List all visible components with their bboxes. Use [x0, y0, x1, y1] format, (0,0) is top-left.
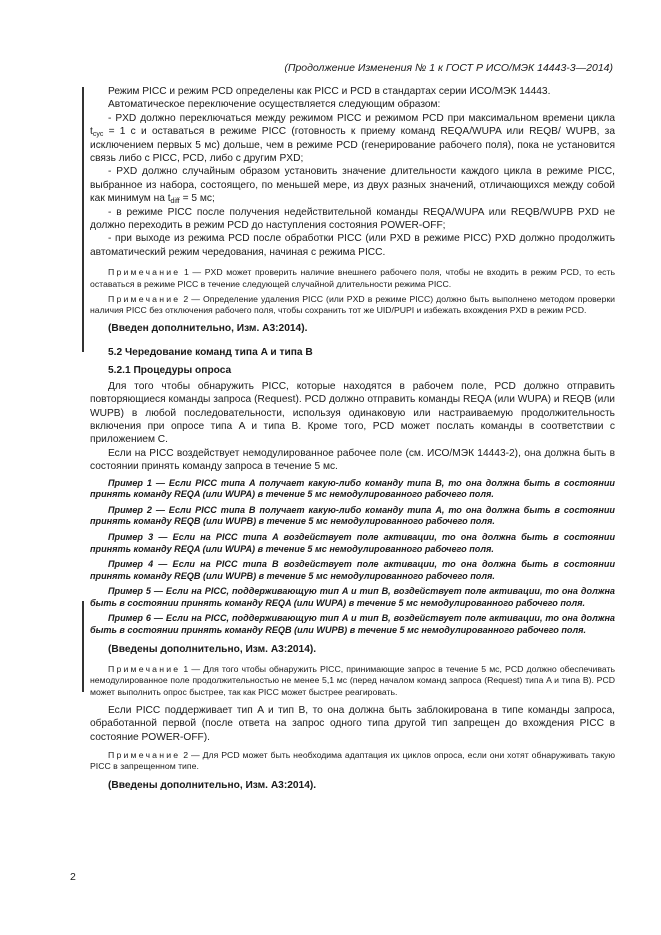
example: Пример 5 — Если на PICC, поддерживающую тип A и тип B, воздействует поле активации, то она должна быть в состоянии принять команду REQA (или WUPA) в течение 5 мс немодулированного рабочего поля. — [90, 586, 615, 608]
note: Примечание 2 — Определение удаления PICC (или PXD в режиме PICC) должно быть выполнено методом проверки наличия PICC без отключения рабочего поля, чтобы сохранить тот же UID/PUPI и избежать вхождения PXD в режим PCD. — [90, 293, 615, 316]
list-item: - в режиме PICC после получения недействительной команды REQA/WUPA или REQB/WUPB PXD не должно переходить в режим PCD до наступления состояния POWER-OFF; — [90, 206, 615, 232]
paragraph: Для того чтобы обнаружить PICC, которые находятся в рабочем поле, PCD должно отправить повторяющиеся команды запроса (Request). PCD должно отправить команды REQA (или WUPA) и REQB (или WUPB) в любой последовательности, используя одинаковую или настраиваемую продолжительность включения при опросе типа A и типа B. Кроме того, PCD может послать команды в соответствии с приложением С. — [90, 380, 615, 446]
amendment-note: (Введены дополнительно, Изм. А3:2014). — [108, 779, 317, 791]
list-item: - PXD должно переключаться между режимом PICC и режимом PCD при максимальном времени цикла $t_{cyc} = 1$ с и оставаться в режиме PICC (готовность к приему команд REQA/WUPA или REQB/ WUPB, за исключением первых 5 мс) дольше, чем в режиме PCD (генерирование рабочего поля), пока не установится связь либо с PICC, PCD, либо с другим PXD; — [90, 112, 615, 165]
paragraph: Если PICC поддерживает тип A и тип B, то она должна быть заблокирована в типе команды запроса, обработанной первой (после ответа на запрос одного типа другой тип запрещен до вхождения PICC в состояние POWER-OFF). — [90, 704, 615, 743]
page-content — [90, 85, 615, 792]
example: Пример 2 — Если PICC типа B получает какую-либо команду типа A, то она должна быть в состоянии принять команду REQB (или WUPB) в течение 5 мс немодулированного рабочего поля. — [90, 504, 615, 527]
list-item: - при выходе из режима PCD после обработки PICC (или PXD в режиме PICC) PXD должно продолжить автоматический режим чередования, начиная с режима PICC. — [90, 233, 615, 258]
note: Примечание 1 — PXD может проверить наличие внешнего рабочего поля, чтобы не входить в режим PCD, то есть оставаться в режиме PICC в течение следующей случайной длительности режима PICC. — [90, 267, 615, 289]
example: Пример 1 — Если PICC типа A получает какую-либо команду типа B, то она должна быть в состоянии принять команду REQA (или WUPA) в течение 5 мс немодулированного рабочего поля. — [90, 477, 615, 500]
example: Пример 4 — Если на PICC типа B воздействует поле активации, то она должна быть в состоянии принять команду REQB (или WUPB) в течение 5 мс немодулированного рабочего поля. — [90, 559, 615, 581]
amendment-note: (Введены дополнительно, Изм. А3:2014). — [108, 643, 317, 655]
amendment-note: (Введен дополнительно, Изм. А3:2014). — [108, 323, 308, 335]
section-heading: 5.2 Чередование команд типа A и типа B — [108, 346, 313, 358]
running-header: (Продолжение Изменения № 1 к ГОСТ Р ИСО/МЭК 14443-3—2014) — [284, 62, 613, 74]
change-bar-2 — [82, 601, 84, 692]
example: Пример 3 — Если на PICC типа A воздействует поле активации, то она должна быть в состоянии принять команду REQA (или WUPA) в течение 5 мс немодулированного рабочего поля. — [90, 531, 615, 554]
paragraph: Если на PICC воздействует немодулированное рабочее поле (см. ИСО/МЭК 14443-2), она должна быть в состоянии принять команду запроса в течение 5 мс. — [90, 447, 615, 473]
list-item: - PXD должно случайным образом установить значение длительности каждого цикла в режиме PICC, выбранное из набора, состоящего, по меньшей мере, из двух разных значений, отличающихся между собой как минимум на $t_{diff} = 5$ мс; — [90, 166, 615, 206]
note: Примечание 2 — Для PCD может быть необходима адаптация их циклов опроса, если они хотят обнаруживать такую PICC в запрещенном типе. — [90, 750, 615, 772]
paragraph: Автоматическое переключение осуществляется следующим образом: — [108, 99, 441, 111]
subsection-heading: 5.2.1 Процедуры опроса — [108, 365, 232, 377]
note: Примечание 1 — Для того чтобы обнаружить PICC, принимающие запрос в течение 5 мс, PCD должно обеспечивать немодулированное поле продолжительностью не менее 5,1 мс (перед началом команд запроса (Request) типа A и типа B). PCD может выполнить опрос быстрее, так как PICC может быстрее реагировать. — [90, 664, 615, 697]
page-number: 2 — [70, 871, 76, 883]
change-bar-1 — [82, 87, 84, 352]
example: Пример 6 — Если на PICC, поддерживающую тип A и тип B, воздействует поле активации, то она должна быть в состоянии принять команду REQB (или WUPB) в течение 5 мс немодулированного рабочего поля. — [90, 613, 615, 636]
paragraph: Режим PICC и режим PCD определены как PICC и PCD в стандартах серии ИСО/МЭК 14443. — [108, 86, 551, 97]
